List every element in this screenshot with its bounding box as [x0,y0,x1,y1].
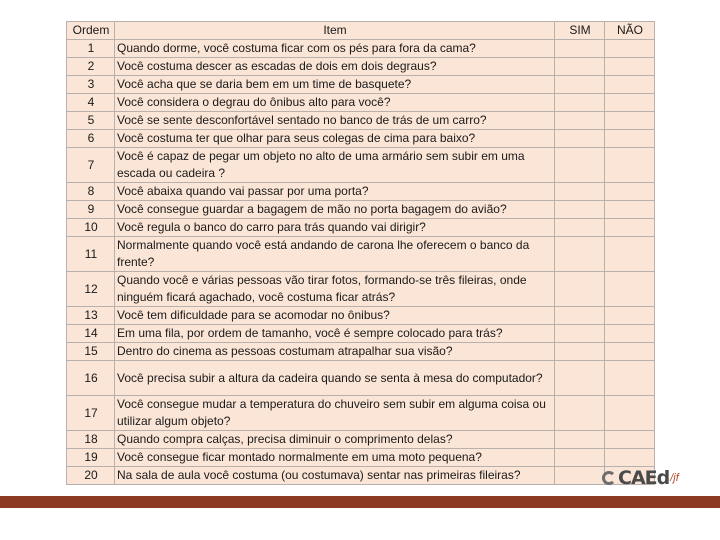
sim-answer-cell[interactable] [555,272,605,307]
sim-answer-cell[interactable] [555,183,605,201]
sim-answer-cell[interactable] [555,112,605,130]
nao-answer-cell[interactable] [605,307,655,325]
row-number: 17 [67,396,115,431]
row-question: Você costuma ter que olhar para seus colegas de cima para baixo? [115,130,555,148]
nao-answer-cell[interactable] [605,130,655,148]
row-number: 7 [67,148,115,183]
survey-table [66,21,655,485]
table-row [67,361,655,396]
table-row [67,325,655,343]
header-sim: SIM [555,22,605,40]
table-row [67,272,655,307]
table-row [67,94,655,112]
nao-answer-cell[interactable] [605,58,655,76]
sim-answer-cell[interactable] [555,431,605,449]
header-nao: NÃO [605,22,655,40]
row-number: 16 [67,361,115,396]
row-number: 1 [67,40,115,58]
row-question: Você tem dificuldade para se acomodar no ônibus? [115,307,555,325]
sim-answer-cell[interactable] [555,396,605,431]
sim-answer-cell[interactable] [555,94,605,112]
nao-answer-cell[interactable] [605,94,655,112]
row-number: 14 [67,325,115,343]
row-question: Você precisa subir a altura da cadeira quando se senta à mesa do computador? [115,361,555,396]
row-question: Dentro do cinema as pessoas costumam atrapalhar sua visão? [115,343,555,361]
sim-answer-cell[interactable] [555,361,605,396]
footer-bar [0,496,720,508]
logo-accent: /jf [670,472,679,484]
row-number: 20 [67,467,115,485]
nao-answer-cell[interactable] [605,219,655,237]
table-row [67,449,655,467]
sim-answer-cell[interactable] [555,148,605,183]
sim-answer-cell[interactable] [555,325,605,343]
row-question: Na sala de aula você costuma (ou costumava) sentar nas primeiras fileiras? [115,467,555,485]
table-row [67,396,655,431]
row-number: 19 [67,449,115,467]
sim-answer-cell[interactable] [555,76,605,94]
table-row [67,201,655,219]
row-question: Você é capaz de pegar um objeto no alto de uma armário sem subir em uma escada ou cadeira ? [115,148,555,183]
table-row [67,307,655,325]
row-number: 6 [67,130,115,148]
table-row [67,467,655,485]
row-question: Você acha que se daria bem em um time de basquete? [115,76,555,94]
nao-answer-cell[interactable] [605,272,655,307]
nao-answer-cell[interactable] [605,396,655,431]
row-question: Você considera o degrau do ônibus alto para você? [115,94,555,112]
row-number: 9 [67,201,115,219]
survey-body [67,40,655,485]
row-number: 13 [67,307,115,325]
table-row [67,130,655,148]
table-row [67,148,655,183]
row-question: Você consegue ficar montado normalmente em uma moto pequena? [115,449,555,467]
row-question: Quando dorme, você costuma ficar com os pés para fora da cama? [115,40,555,58]
table-header-row [67,22,655,40]
sim-answer-cell[interactable] [555,343,605,361]
table-row [67,76,655,94]
row-question: Quando compra calças, precisa diminuir o comprimento delas? [115,431,555,449]
nao-answer-cell[interactable] [605,201,655,219]
table-row [67,112,655,130]
row-number: 15 [67,343,115,361]
sim-answer-cell[interactable] [555,40,605,58]
table-row [67,219,655,237]
nao-answer-cell[interactable] [605,76,655,94]
sim-answer-cell[interactable] [555,307,605,325]
row-number: 11 [67,237,115,272]
table-row [67,58,655,76]
row-question: Você consegue guardar a bagagem de mão no porta bagagem do avião? [115,201,555,219]
row-question: Você consegue mudar a temperatura do chuveiro sem subir em alguma coisa ou utilizar algum objeto? [115,396,555,431]
row-question: Você abaixa quando vai passar por uma porta? [115,183,555,201]
row-question: Em uma fila, por ordem de tamanho, você é sempre colocado para trás? [115,325,555,343]
nao-answer-cell[interactable] [605,40,655,58]
nao-answer-cell[interactable] [605,449,655,467]
sim-answer-cell[interactable] [555,130,605,148]
nao-answer-cell[interactable] [605,148,655,183]
sim-answer-cell[interactable] [555,219,605,237]
table-row [67,431,655,449]
row-number: 4 [67,94,115,112]
row-question: Quando você e várias pessoas vão tirar fotos, formando-se três fileiras, onde ninguém ficará agachado, você costuma ficar atrás? [115,272,555,307]
table-row [67,183,655,201]
sim-answer-cell[interactable] [555,237,605,272]
logo-mark-icon [602,471,616,485]
row-number: 8 [67,183,115,201]
nao-answer-cell[interactable] [605,343,655,361]
sim-answer-cell[interactable] [555,58,605,76]
row-number: 5 [67,112,115,130]
caed-logo [602,465,679,491]
row-question: Você costuma descer as escadas de dois em dois degraus? [115,58,555,76]
table-row [67,40,655,58]
nao-answer-cell[interactable] [605,183,655,201]
row-number: 2 [67,58,115,76]
header-ordem: Ordem [67,22,115,40]
sim-answer-cell[interactable] [555,467,605,485]
nao-answer-cell[interactable] [605,112,655,130]
logo-text: CAEd [618,467,670,489]
table-row [67,237,655,272]
row-question: Você se sente desconfortável sentado no banco de trás de um carro? [115,112,555,130]
sim-answer-cell[interactable] [555,201,605,219]
row-question: Normalmente quando você está andando de carona lhe oferecem o banco da frente? [115,237,555,272]
row-question: Você regula o banco do carro para trás quando vai dirigir? [115,219,555,237]
table-row [67,343,655,361]
row-number: 3 [67,76,115,94]
row-number: 12 [67,272,115,307]
row-number: 18 [67,431,115,449]
row-number: 10 [67,219,115,237]
nao-answer-cell[interactable] [605,325,655,343]
nao-answer-cell[interactable] [605,431,655,449]
nao-answer-cell[interactable] [605,361,655,396]
header-item: Item [115,22,555,40]
sim-answer-cell[interactable] [555,449,605,467]
nao-answer-cell[interactable] [605,237,655,272]
